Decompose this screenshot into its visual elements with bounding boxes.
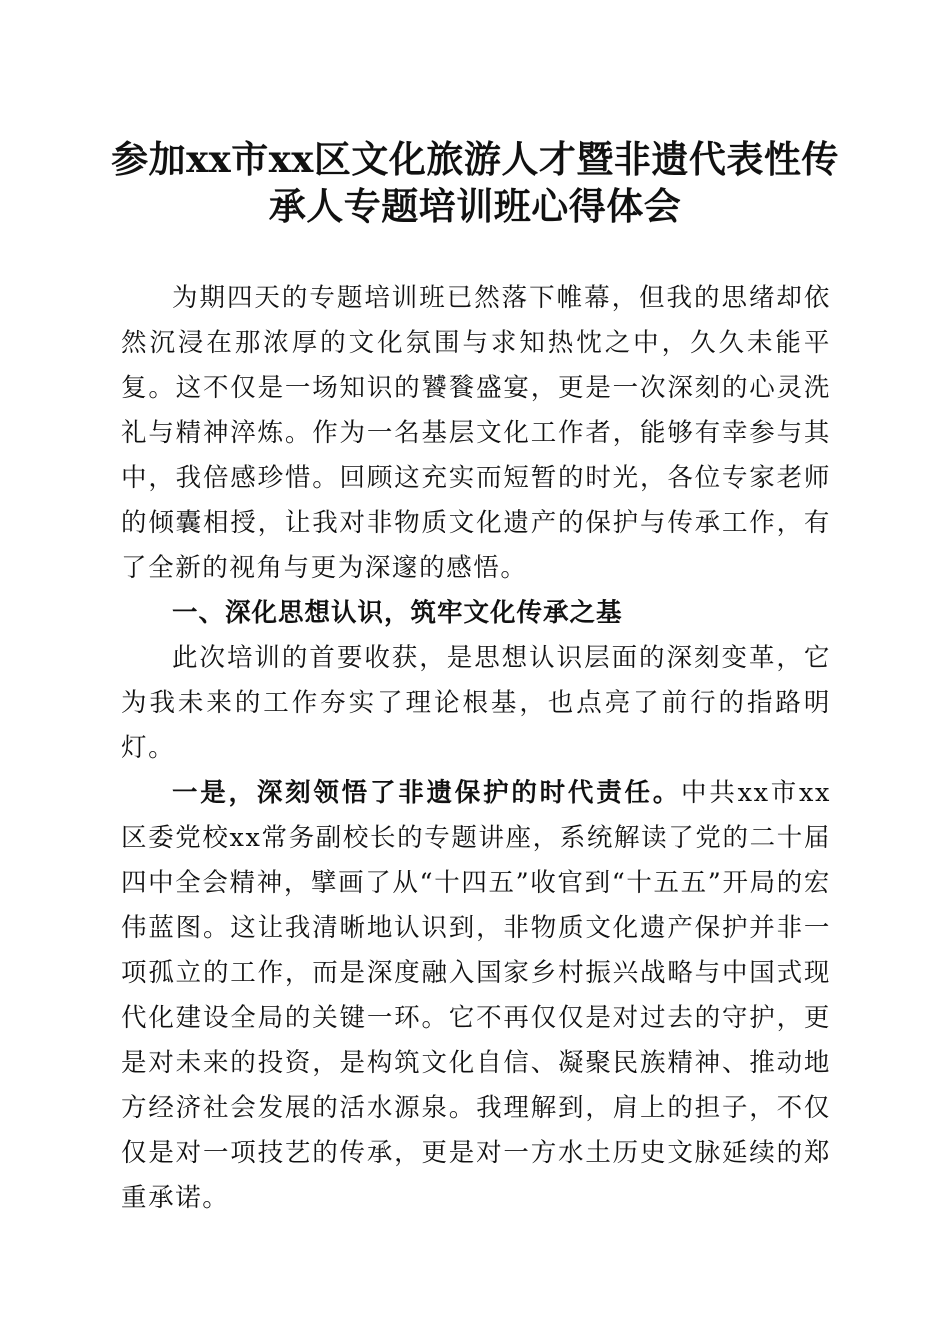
intro-paragraph: 为期四天的专题培训班已然落下帷幕，但我的思绪却依然沉浸在那浓厚的文化氛围与求知热忱之中，久久未能平复。这不仅是一场知识的饕餮盛宴，更是一次深刻的心灵洗礼与精神淬炼。作为一名基层文化工作者，能够有幸参与其中，我倍感珍惜。回顾这充实而短暂的时光，各位专家老师的倾囊相授，让我对非物质文化遗产的保护与传承工作，有了全新的视角与更为深邃的感悟。	[121, 283, 831, 583]
point-1-body: 中共xx市xx区委党校xx常务副校长的专题讲座，系统解读了党的二十届四中全会精神，擘画了从“十四五”收官到“十五五”开局的宏伟蓝图。这让我清晰地认识到，非物质文化遗产保护并非一项孤立的工作，而是深度融入国家乡村振兴战略与中国式现代化建设全局的关键一环。它不再仅仅是对过去的守护，更是对未来的投资，是构筑文化自信、凝聚民族精神、推动地方经济社会发展的活水源泉。我理解到，肩上的担子，不仅仅是对一项技艺的传承，更是对一方水土历史文脉延续的郑重承诺。	[121, 778, 831, 1213]
point-1-lead: 一是，深刻领悟了非遗保护的时代责任。	[172, 778, 682, 808]
section-heading-1: 一、深化思想认识，筑牢文化传承之基	[172, 598, 623, 628]
title-line-2: 承人专题培训班心得体会	[268, 184, 682, 228]
title-line-1: 参加xx市xx区文化旅游人才暨非遗代表性传	[111, 137, 839, 181]
section-1-intro-paragraph: 此次培训的首要收获，是思想认识层面的深刻变革，它为我未来的工作夯实了理论根基，也点亮了前行的指路明灯。	[121, 643, 831, 763]
point-1-paragraph	[121, 771, 831, 1221]
document-body	[121, 276, 831, 1221]
document-title	[100, 136, 850, 230]
